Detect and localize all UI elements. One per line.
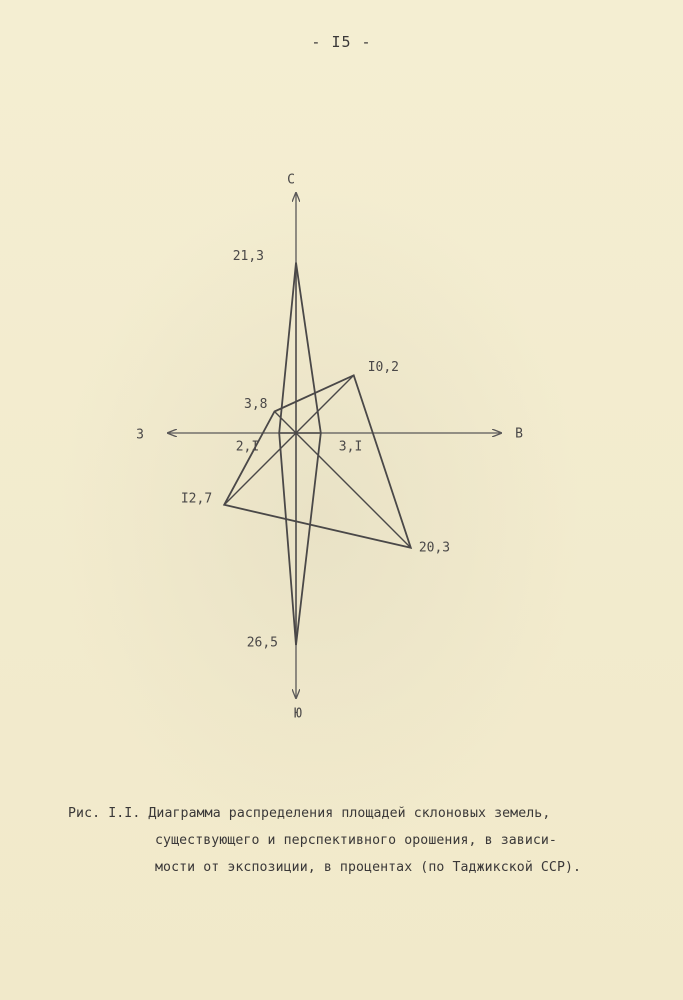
figure-caption <box>68 800 648 881</box>
value-label-south-west: I2,7 <box>180 491 213 507</box>
series-polygon-1 <box>279 263 321 645</box>
caption-line-3: мости от экспозиции, в процентах (по Таджикской ССР). <box>155 860 582 875</box>
value-label-south: 26,5 <box>246 635 278 651</box>
value-label-south-east: 20,3 <box>418 540 451 556</box>
labels-layer <box>136 173 523 722</box>
caption-line-1: Рис. I.I. Диаграмма распределения площадей склоновых земель, <box>68 806 551 821</box>
value-label-west: 2,I <box>235 439 260 455</box>
value-label-north-east: I0,2 <box>367 359 400 375</box>
spoke-north-west <box>275 412 296 433</box>
value-label-north-west: 3,8 <box>244 397 268 413</box>
direction-label-east: В <box>515 426 523 442</box>
spoke-north-east <box>296 375 354 433</box>
direction-label-south: Ю <box>294 706 302 722</box>
value-label-east: 3,I <box>338 439 363 455</box>
page-number: - I5 - <box>311 33 372 51</box>
caption-line-2: существующего и перспективного орошения, в зависи- <box>155 833 557 848</box>
direction-label-north: С <box>287 172 295 188</box>
direction-label-west: З <box>136 427 144 443</box>
value-label-north: 21,3 <box>232 249 264 265</box>
axes <box>168 193 501 698</box>
